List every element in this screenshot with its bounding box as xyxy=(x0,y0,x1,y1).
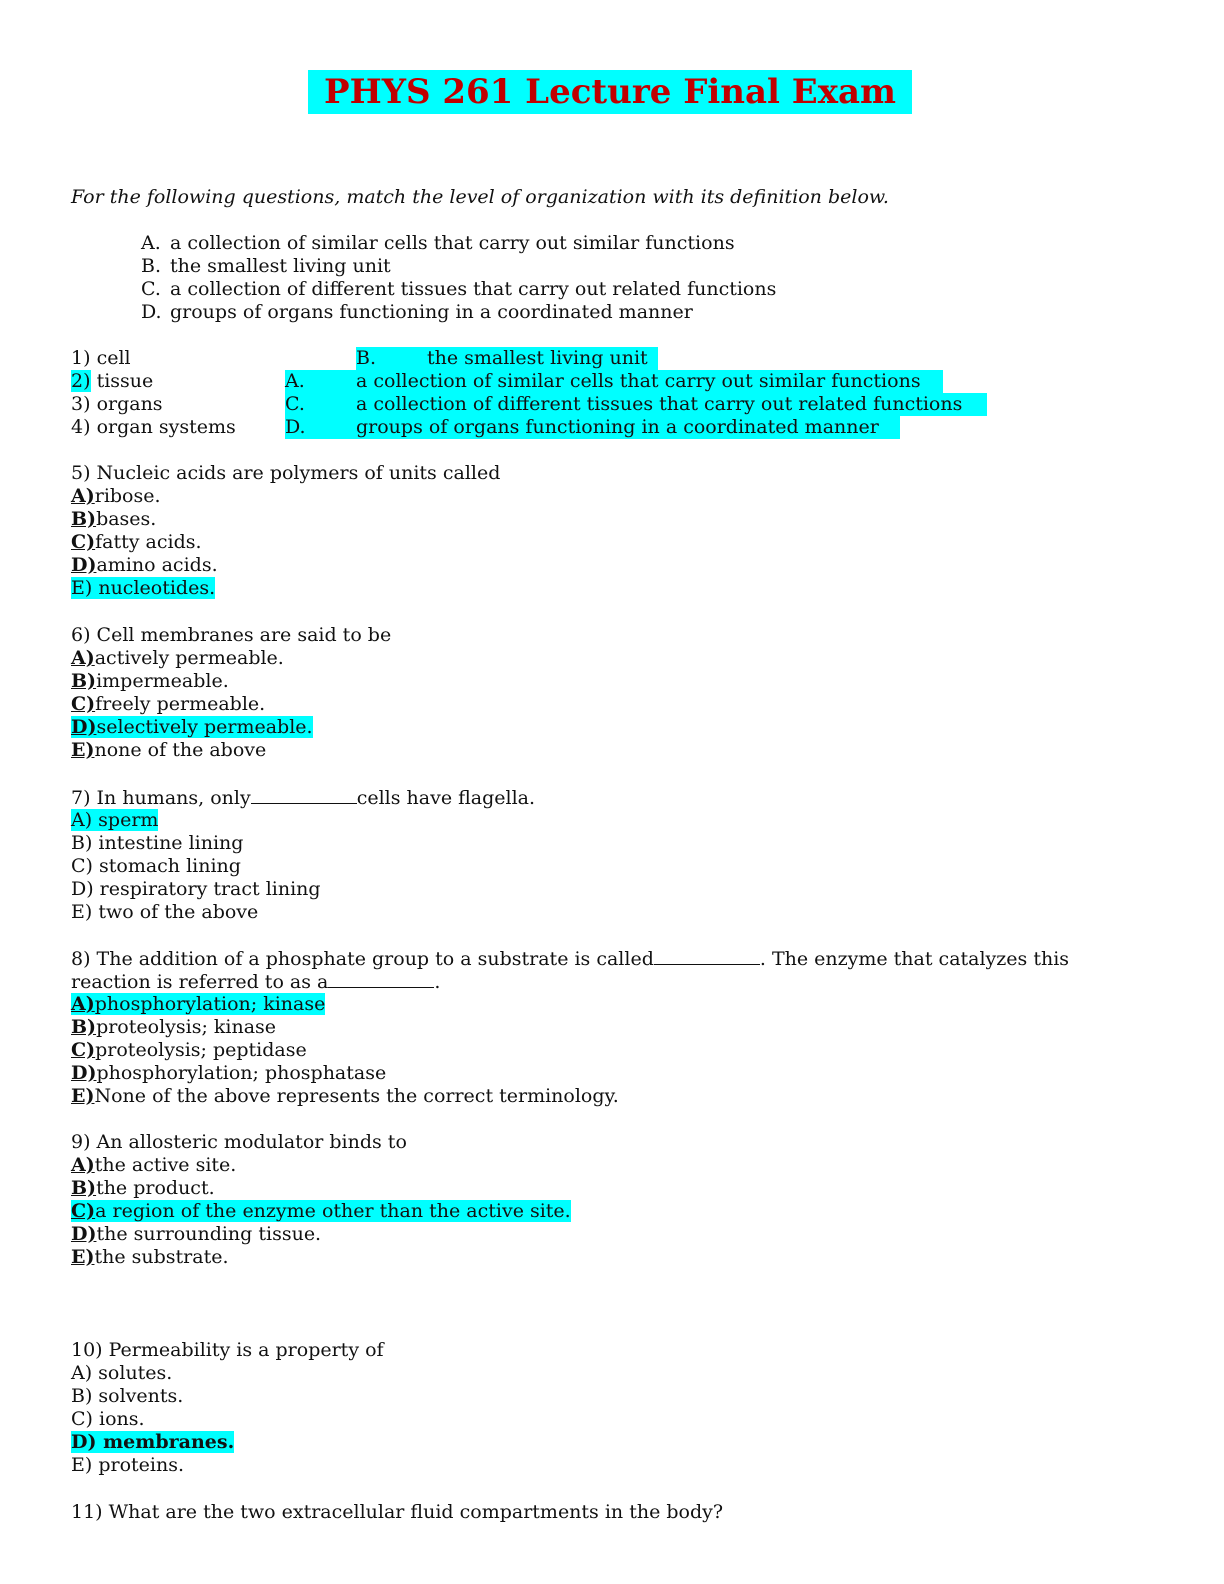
option-item: E) two of the above xyxy=(71,901,259,923)
definition-item: A. a collection of similar cells that carry out similar functions xyxy=(141,232,735,254)
question-7: 7) In humans, only cells have flagella. xyxy=(71,787,536,809)
matching-term: 2) tissue xyxy=(71,370,154,392)
option-item-correct: D) membranes. xyxy=(71,1431,235,1453)
option-item: C)fatty acids. xyxy=(71,531,202,553)
question-9: 9) An allosteric modulator binds to xyxy=(71,1131,407,1153)
option-item: B)bases. xyxy=(71,508,157,530)
question-8: 8) The addition of a phosphate group to a substrate is called . The enzyme that catalyzes this xyxy=(71,948,1070,970)
definition-item: B. the smallest living unit xyxy=(141,255,391,277)
answer-blank xyxy=(654,947,760,965)
option-item: E)the substrate. xyxy=(71,1246,229,1268)
option-item: B) intestine lining xyxy=(71,832,244,854)
option-item-correct: E) nucleotides. xyxy=(71,577,216,599)
option-item: C)proteolysis; peptidase xyxy=(71,1039,307,1061)
option-item-correct: C)a region of the enzyme other than the active site. xyxy=(71,1200,571,1222)
matching-answer: D. groups of organs functioning in a coordinated manner xyxy=(285,416,900,439)
instruction-text: For the following questions, match the level of organization with its definition below. xyxy=(71,186,889,208)
option-item: E)None of the above represents the correct terminology. xyxy=(71,1085,619,1107)
question-5: 5) Nucleic acids are polymers of units called xyxy=(71,462,501,484)
matching-term: 1) cell xyxy=(71,347,131,369)
option-item: B)proteolysis; kinase xyxy=(71,1016,277,1038)
question-11: 11) What are the two extracellular fluid compartments in the body? xyxy=(71,1501,724,1523)
definition-item: C. a collection of different tissues that carry out related functions xyxy=(141,278,777,300)
option-item-correct: D)selectively permeable. xyxy=(71,716,313,738)
matching-answer: B. the smallest living unit xyxy=(356,347,658,370)
option-item: C) stomach lining xyxy=(71,855,241,877)
option-item-correct: A)phosphorylation; kinase xyxy=(71,993,326,1015)
option-item: D)the surrounding tissue. xyxy=(71,1223,322,1245)
option-item: B) solvents. xyxy=(71,1385,184,1407)
option-item: D)phosphorylation; phosphatase xyxy=(71,1062,387,1084)
matching-answer: A. a collection of similar cells that carry out similar functions xyxy=(285,370,943,393)
question-8-continued: reaction is referred to as a . xyxy=(71,971,441,993)
option-item: B)the product. xyxy=(71,1177,215,1199)
option-item: A) solutes. xyxy=(71,1362,173,1384)
option-item: D)amino acids. xyxy=(71,554,218,576)
option-item: C)freely permeable. xyxy=(71,693,266,715)
matching-term: 3) organs xyxy=(71,393,163,415)
option-item: E) proteins. xyxy=(71,1454,184,1476)
option-item: D) respiratory tract lining xyxy=(71,878,321,900)
page-title: PHYS 261 Lecture Final Exam xyxy=(308,70,912,114)
option-item: A)ribose. xyxy=(71,485,161,507)
answer-blank xyxy=(328,970,434,988)
option-item: C) ions. xyxy=(71,1408,145,1430)
answer-blank xyxy=(251,786,357,804)
definition-item: D. groups of organs functioning in a coordinated manner xyxy=(141,301,693,323)
matching-answer: C. a collection of different tissues that carry out related functions xyxy=(285,393,987,416)
option-item: A)the active site. xyxy=(71,1154,237,1176)
matching-term: 4) organ systems xyxy=(71,416,236,438)
option-item-correct: A) sperm xyxy=(71,809,159,831)
question-6: 6) Cell membranes are said to be xyxy=(71,624,392,646)
option-item: E)none of the above xyxy=(71,739,267,761)
option-item: A)actively permeable. xyxy=(71,647,284,669)
question-10: 10) Permeability is a property of xyxy=(71,1339,384,1361)
option-item: B)impermeable. xyxy=(71,670,229,692)
